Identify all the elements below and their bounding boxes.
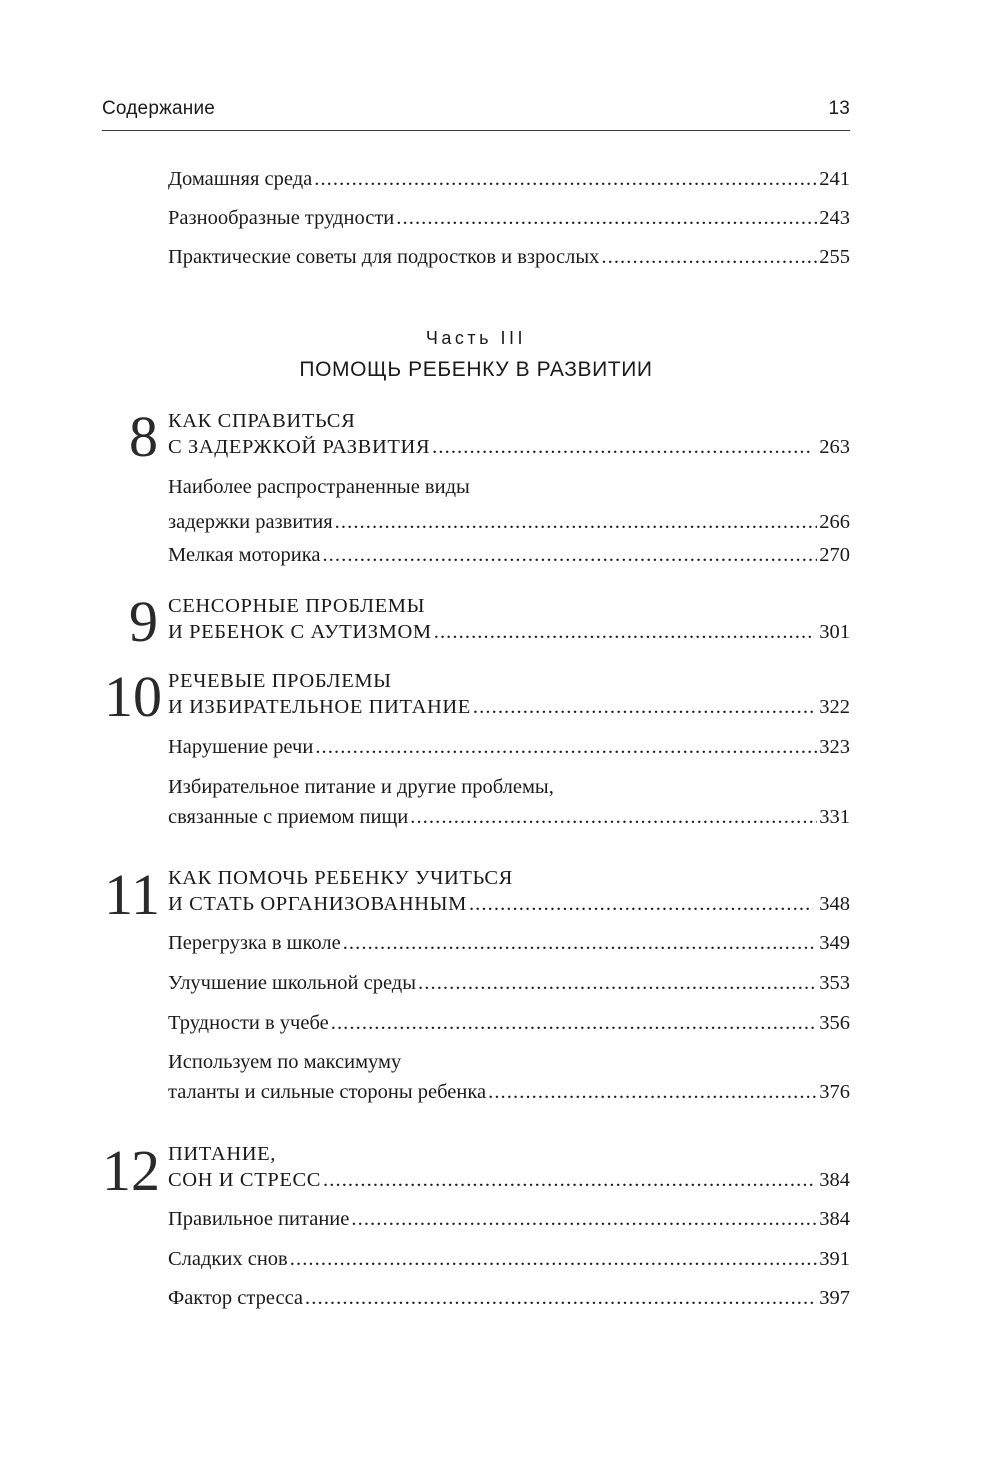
dot-leader <box>331 1010 818 1036</box>
chapter-title-line2: С ЗАДЕРЖКОЙ РАЗВИТИЯ <box>168 436 431 458</box>
chapter-title-line2: И СТАТЬ ОРГАНИЗОВАННЫМ <box>168 893 467 915</box>
toc-entry-page: 376 <box>819 1081 850 1103</box>
toc-entry <box>168 1010 850 1036</box>
toc-entry-text: Фактор стресса <box>168 1287 304 1309</box>
dot-leader <box>434 619 814 645</box>
toc-entry <box>168 1285 850 1311</box>
toc-entry-text: Домашняя среда <box>168 168 313 190</box>
part-title: ПОМОЩЬ РЕБЕНКУ В РАЗВИТИИ <box>299 358 653 381</box>
toc-entry-text: Используем по максимуму <box>168 1051 402 1073</box>
dot-leader <box>315 734 817 760</box>
toc-entry-page: 356 <box>819 1012 850 1034</box>
toc-entry-text: Практические советы для подростков и взрослых <box>168 246 600 268</box>
toc-entry-text: Избирательное питание и другие проблемы, <box>168 776 554 798</box>
dot-leader <box>343 930 818 956</box>
chapter-title-line1: КАК СПРАВИТЬСЯ <box>168 410 356 432</box>
toc-entry-text: Сладких снов <box>168 1248 288 1270</box>
dot-leader <box>290 1246 818 1272</box>
toc-entry <box>168 930 850 956</box>
dot-leader <box>335 509 818 535</box>
chapter-heading <box>168 593 850 645</box>
toc-entry-page: 391 <box>819 1248 850 1270</box>
dot-leader <box>601 244 817 270</box>
toc-entry-page: 255 <box>819 246 850 268</box>
dot-leader <box>488 1079 817 1105</box>
dot-leader <box>351 1206 817 1232</box>
chapter-number: 9 <box>129 589 158 654</box>
chapter-number: 11 <box>104 862 160 927</box>
toc-entry <box>168 166 850 192</box>
chapter-heading <box>168 1141 850 1193</box>
toc-entry-text: Нарушение речи <box>168 736 314 758</box>
chapter-title-line1: РЕЧЕВЫЕ ПРОБЛЕМЫ <box>168 670 392 692</box>
toc-entry <box>168 244 850 270</box>
toc-entry <box>168 474 850 535</box>
dot-leader <box>432 434 813 460</box>
toc-entry-page: 353 <box>819 972 850 994</box>
toc-entry-text: Разнообразные трудности <box>168 207 395 229</box>
chapter-number: 10 <box>104 664 162 729</box>
toc-entry <box>168 970 850 996</box>
toc-entry-page: 323 <box>819 736 850 758</box>
toc-entry <box>168 1206 850 1232</box>
toc-entry-page: 349 <box>819 932 850 954</box>
toc-entry <box>168 734 850 760</box>
toc-entry-page: 266 <box>819 511 850 533</box>
chapter-heading <box>168 865 850 917</box>
chapter-number: 8 <box>129 404 158 469</box>
toc-entry-text: Улучшение школьной среды <box>168 972 417 994</box>
dot-leader <box>469 891 813 917</box>
toc-entry-text-cont: связанные с приемом пищи <box>168 806 409 828</box>
chapter-title-line1: ПИТАНИЕ, <box>168 1143 276 1165</box>
chapter-heading <box>168 668 850 720</box>
toc-entry-text: Наиболее распространенные виды <box>168 476 470 498</box>
toc-entry-page: 384 <box>819 1208 850 1230</box>
toc-entry-page: 397 <box>819 1287 850 1309</box>
chapter-page: 263 <box>819 436 850 458</box>
running-header <box>102 96 850 131</box>
chapter-page: 384 <box>819 1169 850 1191</box>
toc-entry-text: Мелкая моторика <box>168 544 321 566</box>
toc-entry <box>168 774 850 830</box>
toc-entry-text: Перегрузка в школе <box>168 932 341 954</box>
dot-leader <box>323 1167 813 1193</box>
dot-leader <box>305 1285 817 1311</box>
chapter-title-line2: И ИЗБИРАТЕЛЬНОЕ ПИТАНИЕ <box>168 696 471 718</box>
chapter-page: 348 <box>819 893 850 915</box>
toc-entry-page: 243 <box>819 207 850 229</box>
header-page-number: 13 <box>828 98 850 119</box>
toc-entry-text: Правильное питание <box>168 1208 350 1230</box>
toc-entry <box>168 1049 850 1105</box>
dot-leader <box>322 542 817 568</box>
toc-entry-text-cont: задержки развития <box>168 511 333 533</box>
dot-leader <box>410 804 817 830</box>
toc-entry-text: Трудности в учебе <box>168 1012 329 1034</box>
dot-leader <box>418 970 817 996</box>
toc-entry-page: 241 <box>819 168 850 190</box>
toc-entry <box>168 205 850 231</box>
part-label: Часть III <box>425 328 527 348</box>
toc-entry <box>168 1246 850 1272</box>
chapter-title-line1: КАК ПОМОЧЬ РЕБЕНКУ УЧИТЬСЯ <box>168 867 513 889</box>
toc-entry <box>168 542 850 568</box>
chapter-title-line1: СЕНСОРНЫЕ ПРОБЛЕМЫ <box>168 595 426 617</box>
toc-entry-text-cont: таланты и сильные стороны ребенка <box>168 1081 487 1103</box>
chapter-title-line2: И РЕБЕНОК С АУТИЗМОМ <box>168 621 432 643</box>
chapter-heading <box>168 408 850 460</box>
toc-entry-page: 270 <box>819 544 850 566</box>
chapter-title-line2: СОН И СТРЕСС <box>168 1169 322 1191</box>
header-title: Содержание <box>102 98 216 119</box>
dot-leader <box>314 166 817 192</box>
chapter-page: 322 <box>819 696 850 718</box>
chapter-number: 12 <box>102 1138 160 1203</box>
dot-leader <box>473 694 813 720</box>
chapter-page: 301 <box>819 621 850 643</box>
toc-entry-page: 331 <box>819 806 850 828</box>
dot-leader <box>396 205 817 231</box>
